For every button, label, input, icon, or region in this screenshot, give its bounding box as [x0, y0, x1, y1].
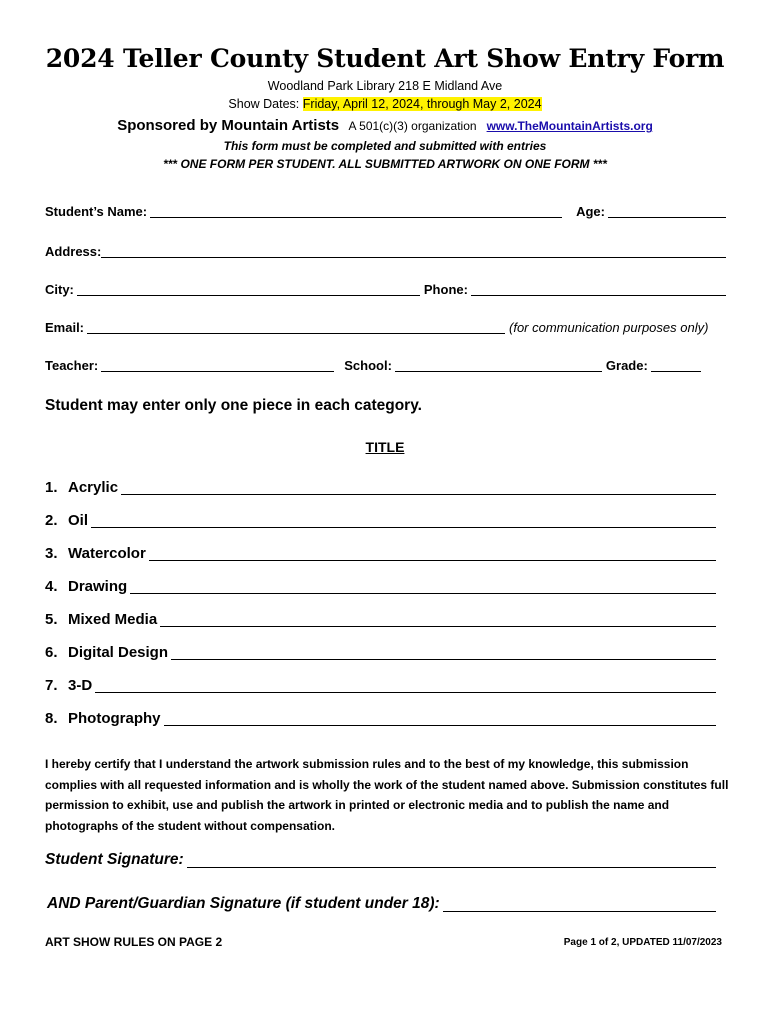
sponsor-line: [0, 117, 770, 134]
category-label: Drawing: [68, 578, 128, 595]
notice-submit: This form must be completed and submitted with entries: [223, 139, 547, 153]
category-number: 6.: [45, 644, 58, 661]
sponsor-name: Sponsored by Mountain Artists: [117, 117, 340, 134]
title-column-heading: TITLE: [365, 439, 405, 455]
student-signature-row: [45, 851, 720, 869]
category-row: [45, 545, 720, 562]
category-row: [45, 512, 720, 529]
category-row: [45, 644, 720, 661]
student-signature-label: Student Signature:: [45, 851, 184, 868]
category-row: [45, 710, 720, 727]
category-row: [45, 611, 720, 628]
student-name-row: [45, 204, 730, 219]
teacher-row: [45, 358, 730, 373]
category-label: Digital Design: [68, 644, 169, 661]
student-signature-field[interactable]: [187, 852, 716, 868]
show-dates: [0, 97, 770, 111]
city-row: [45, 282, 730, 297]
category-label: Oil: [68, 512, 89, 529]
address-field[interactable]: [101, 244, 726, 258]
city-field[interactable]: [77, 282, 420, 296]
certification-text: I hereby certify that I understand the artwork submission rules and to the best of my knowledge, this submission complies with all requested information and is wholly the work of the student named above. Submission constitutes full permission to exhibit, use and publish the artwork in printed or electronic media and to publish the name and photographs of the student without compensation.: [45, 757, 729, 833]
page-info: Page 1 of 2, UPDATED 11/07/2023: [563, 937, 722, 948]
rules-note: ART SHOW RULES ON PAGE 2: [45, 935, 223, 949]
org-type: A 501(c)(3) organization: [348, 119, 477, 133]
email-label: Email:: [45, 320, 85, 335]
website-link[interactable]: www.TheMountainArtists.org: [486, 119, 653, 133]
category-title-field[interactable]: [121, 479, 716, 495]
category-label: Mixed Media: [68, 611, 158, 628]
age-field[interactable]: [608, 204, 726, 218]
city-label: City:: [45, 282, 74, 297]
category-row: [45, 479, 720, 496]
school-field[interactable]: [395, 358, 602, 372]
category-number: 8.: [45, 710, 58, 727]
address-row: [45, 244, 730, 259]
category-title-field[interactable]: [149, 545, 716, 561]
category-title-field[interactable]: [95, 677, 716, 693]
teacher-label: Teacher:: [45, 358, 99, 373]
parent-signature-label: AND Parent/Guardian Signature (if student under 18):: [47, 895, 440, 912]
location-text: Woodland Park Library 218 E Midland Ave: [267, 79, 503, 93]
phone-label: Phone:: [423, 282, 468, 297]
category-title-field[interactable]: [164, 710, 717, 726]
address-label: Address:: [45, 244, 102, 259]
email-note: (for communication purposes only): [509, 320, 709, 335]
grade-field[interactable]: [651, 358, 701, 372]
category-label: Photography: [68, 710, 161, 727]
category-title-field[interactable]: [130, 578, 716, 594]
category-row: [45, 677, 720, 694]
category-label: 3-D: [68, 677, 93, 694]
email-field[interactable]: [87, 320, 505, 334]
phone-field[interactable]: [471, 282, 726, 296]
category-number: 5.: [45, 611, 58, 628]
category-label: Watercolor: [68, 545, 146, 562]
grade-label: Grade:: [605, 358, 648, 373]
category-number: 1.: [45, 479, 58, 496]
parent-signature-field[interactable]: [443, 896, 716, 912]
show-dates-label: Show Dates:: [228, 97, 300, 111]
entry-rule-heading: Student may enter only one piece in each category.: [45, 397, 422, 414]
student-name-field[interactable]: [150, 204, 562, 218]
show-dates-value: Friday, April 12, 2024, through May 2, 2024: [302, 97, 542, 111]
form-title: 2024 Teller County Student Art Show Entry Form: [45, 44, 725, 73]
email-row: [45, 320, 730, 335]
category-number: 3.: [45, 545, 58, 562]
teacher-field[interactable]: [101, 358, 334, 372]
category-title-field[interactable]: [160, 611, 716, 627]
school-label: School:: [344, 358, 392, 373]
notice-one-form: *** ONE FORM PER STUDENT. ALL SUBMITTED ARTWORK ON ONE FORM ***: [163, 157, 607, 171]
category-title-field[interactable]: [91, 512, 716, 528]
category-number: 4.: [45, 578, 58, 595]
category-title-field[interactable]: [171, 644, 716, 660]
category-number: 2.: [45, 512, 58, 529]
category-label: Acrylic: [68, 479, 119, 496]
parent-signature-row: [47, 895, 720, 913]
category-number: 7.: [45, 677, 58, 694]
age-label: Age:: [576, 204, 605, 219]
student-name-label: Student’s Name:: [45, 204, 148, 219]
category-row: [45, 578, 720, 595]
